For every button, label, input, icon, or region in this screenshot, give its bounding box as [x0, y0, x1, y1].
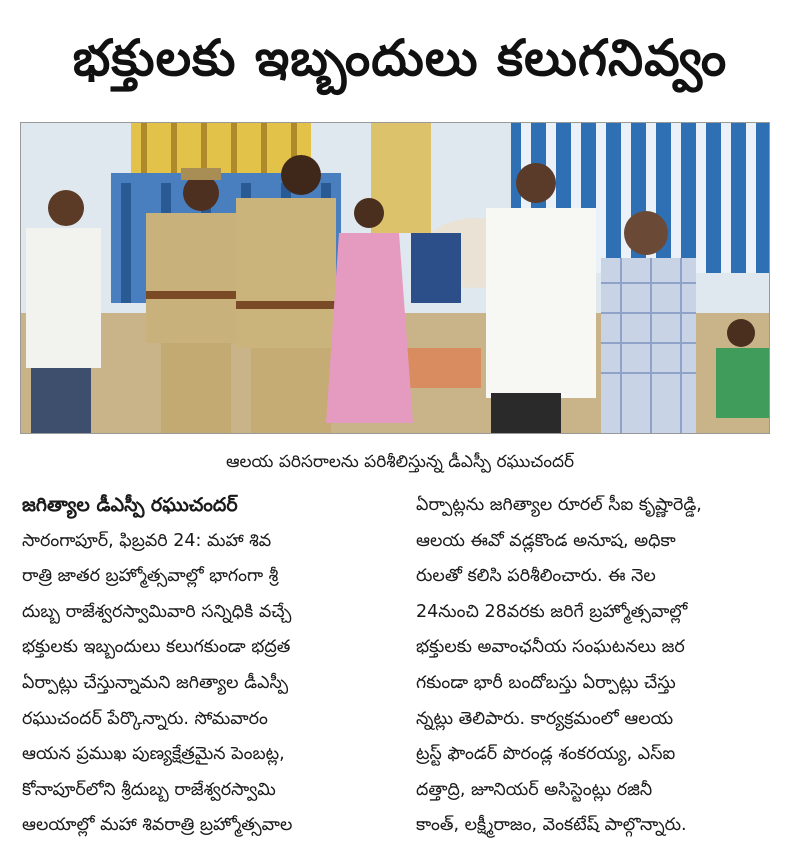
article-column-right: [416, 488, 778, 844]
news-photo: [20, 122, 770, 434]
byline: జగిత్యాల డీఎస్పీ రఘుచందర్: [22, 494, 238, 516]
article-line: ట్రస్ట్ ఫౌండర్ పొరండ్ల శంకరయ్య, ఎస్ఐ: [416, 744, 676, 765]
article-line: భక్తులకు అవాంఛనీయ సంఘటనలు జర: [416, 637, 685, 658]
article-line: రాత్రి జాతర బ్రహ్మోత్సవాల్లో భాగంగా శ్రీ: [22, 566, 279, 587]
article-line: ఆలయాల్లో మహా శివరాత్రి బ్రహ్మోత్సవాల: [22, 815, 293, 836]
article-line: కోనాపూర్‌లోని శ్రీదుబ్బ రాజేశ్వరస్వామి: [22, 779, 276, 800]
news-photo-illustration: [21, 123, 769, 433]
article-line: దుబ్బ రాజేశ్వరస్వామివారి సన్నిధికి వచ్చే: [22, 601, 292, 622]
headline: భక్తులకు ఇబ్బందులు కలుగనివ్వం: [72, 29, 728, 87]
article-line: భక్తులకు ఇబ్బందులు కలుగకుండా భద్రత: [22, 637, 291, 658]
article-line: ఆయన ప్రముఖ పుణ్యక్షేత్రమైన పెంబట్ల,: [22, 744, 285, 765]
article-line: 24నుంచి 28వరకు జరిగే బ్రహ్మోత్సవాల్లో: [416, 601, 688, 622]
article-line: ఆలయ ఈవో వడ్లకొండ అనూష, అధికా: [416, 530, 676, 551]
article-line: కాంత్, లక్ష్మీరాజం, వెంకటేష్ పాల్గొన్నారు.: [416, 815, 687, 836]
article-line: ఏర్పాట్లను జగిత్యాల రూరల్ సీఐ కృష్ణారెడ్డి,: [416, 495, 702, 515]
article-line: న్నట్లు తెలిపారు. కార్యక్రమంలో ఆలయ: [416, 708, 674, 729]
article-line: రఘుచందర్ పేర్కొన్నారు. సోమవారం: [22, 708, 268, 729]
article-line: గకుండా భారీ బందోబస్తు ఏర్పాట్లు చేస్తు: [416, 672, 676, 693]
article-column-left: [22, 488, 384, 844]
photo-caption: ఆలయ పరిసరాలను పరిశీలిస్తున్న డీఎస్పీ రఘుచందర్: [225, 452, 575, 472]
column-divider: [399, 490, 400, 840]
article-line: దత్తాద్రి, జూనియర్ అసిస్టెంట్లు రజినీ: [416, 779, 653, 800]
article-line: రులతో కలిసి పరిశీలించారు. ఈ నెల: [416, 566, 656, 587]
article-line: ఏర్పాట్లు చేస్తున్నామని జగిత్యాల డీఎస్పీ: [22, 672, 289, 693]
article-line: సారంగాపూర్, ఫిబ్రవరి 24: మహా శివ: [22, 530, 272, 551]
